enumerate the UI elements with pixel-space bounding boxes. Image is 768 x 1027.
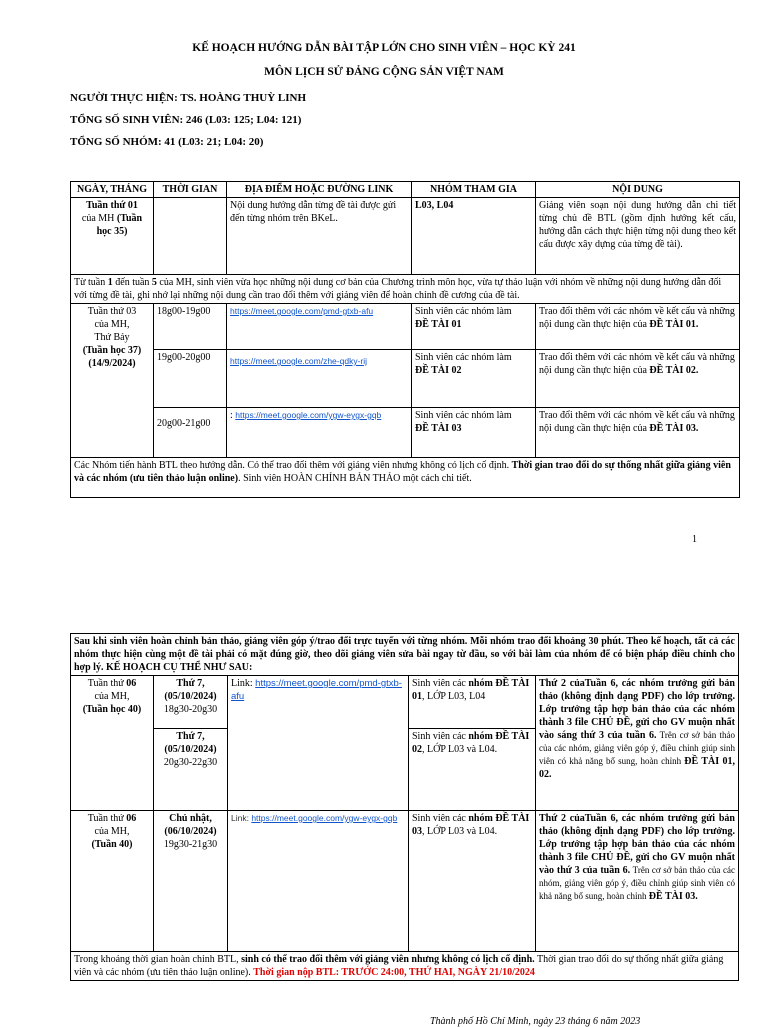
content-cell: Giảng viên soạn nội dung hướng dẫn chi tiết từng chủ đề BTL (gồm định hướng kết cấu, hướng dẫn cách thực hiện từng nội dung theo kết cấu được xây dựng của từng đề tài). — [536, 198, 740, 275]
link-cell: Link: https://meet.google.com/ygw-eygx-gqb — [228, 811, 409, 952]
group-cell: Sinh viên các nhóm làm ĐỀ TÀI 01 — [412, 304, 536, 350]
time-cell: Chủ nhật, (06/10/2024) 19g30-21g30 — [154, 811, 228, 952]
note-cell: Các Nhóm tiến hành BTL theo hướng dẫn. Có thể trao đổi thêm với giảng viên nhưng không có lịch cố định. Thời gian trao đổi do sự thống nhất giữa giảng viên và các nhóm (ưu tiên thảo luận online). Sinh viên HOÀN CHỈNH BẢN THẢO một cách chi tiết. — [71, 458, 740, 498]
group-cell: Sinh viên các nhóm ĐỀ TÀI 02, LỚP L03 và L04. — [409, 729, 536, 811]
document-subtitle: MÔN LỊCH SỬ ĐẢNG CỘNG SẢN VIỆT NAM — [264, 66, 504, 78]
time-cell: 19g00-20g00 — [154, 350, 227, 408]
time-cell: 20g00-21g00 — [154, 408, 227, 458]
note-row — [71, 458, 740, 498]
date-cell: Tuần thứ 06 của MH, (Tuần học 40) — [71, 676, 154, 811]
meet-link[interactable]: https://meet.google.com/zhe-qdky-rij — [230, 356, 368, 366]
outro-row — [71, 952, 739, 981]
content-cell: Trao đổi thêm với các nhóm về kết cấu và những nội dung cần thực hiện của ĐỀ TÀI 03. — [536, 408, 740, 458]
meet-link[interactable]: https://meet.google.com/pmd-gtxb-afu — [231, 678, 402, 702]
schedule-table-1 — [70, 181, 740, 498]
content-cell: Trao đổi thêm với các nhóm về kết cấu và những nội dung cần thực hiện của ĐỀ TÀI 01. — [536, 304, 740, 350]
group-count-line: TỔNG SỐ NHÓM: 41 (L03: 21; L04: 20) — [70, 136, 264, 148]
note-cell: Từ tuần 1 đến tuần 5 của MH, sinh viên vừa học những nội dung cơ bản của Chương trình môn học, vừa tự thảo luận với nhóm về những nội dung hướng dẫn đối với từng đề tài, ghi nhớ lại những nội dung cần trao đổi thêm với giảng viên để hoàn chỉnh đề cương của đề tài. — [71, 275, 740, 304]
table-header-row — [71, 182, 740, 198]
date-cell: Tuần thứ 01 của MH (Tuần học 35) — [71, 198, 154, 275]
footer-date: Thành phố Hồ Chí Minh, ngày 23 tháng 6 năm 2023 — [430, 1016, 641, 1027]
header-time: THỜI GIAN — [154, 182, 227, 198]
table-row — [71, 198, 740, 275]
content-cell: Thứ 2 củaTuần 6, các nhóm trưởng gửi bản thảo (không định dạng PDF) cho lớp trưởng. Lớp trưởng tập hợp bản thảo của các nhóm thành 3 file CHỦ ĐỀ, gửi cho GV muộn nhất vào sáng thứ 3 của tuần 6. Trên cơ sở bản thảo của các nhóm, giảng viên góp ý, điều chỉnh giúp sinh viên có khả năng bổ sung, hoàn chỉnh ĐỀ TÀI 01, 02. — [536, 676, 739, 811]
time-cell — [154, 198, 227, 275]
instructor-line: NGƯỜI THỰC HIỆN: TS. HOÀNG THUỲ LINH — [70, 92, 307, 104]
intro-row — [71, 634, 739, 676]
link-cell: : https://meet.google.com/ygw-eygx-gqb — [227, 408, 412, 458]
date-cell: Tuần thứ 06 của MH, (Tuần 40) — [71, 811, 154, 952]
student-count-line: TỔNG SỐ SINH VIÊN: 246 (L03: 125; L04: 121) — [70, 114, 302, 126]
group-cell: Sinh viên các nhóm làm ĐỀ TÀI 02 — [412, 350, 536, 408]
content-cell: Trao đổi thêm với các nhóm về kết cấu và những nội dung cần thực hiện của ĐỀ TÀI 02. — [536, 350, 740, 408]
header-group: NHÓM THAM GIA — [412, 182, 536, 198]
date-cell: Tuần thứ 03 của MH, Thứ Bảy (Tuần học 37) (14/9/2024) — [71, 304, 154, 458]
time-cell: Thứ 7, (05/10/2024) 18g30-20g30 — [154, 676, 228, 729]
meet-link[interactable]: https://meet.google.com/pmd-gtxb-afu — [230, 306, 374, 316]
table-row — [71, 408, 740, 458]
link-cell — [227, 350, 412, 408]
document-title: KẾ HOẠCH HƯỚNG DẪN BÀI TẬP LỚN CHO SINH VIÊN – HỌC KỲ 241 — [192, 42, 576, 54]
schedule-table-2 — [70, 633, 739, 981]
meet-link[interactable]: https://meet.google.com/ygw-eygx-gqb — [235, 410, 382, 420]
link-cell: Link: https://meet.google.com/pmd-gtxb-afu — [228, 676, 409, 811]
intro-cell: Sau khi sinh viên hoàn chỉnh bản thảo, giảng viên góp ý/trao đổi trực tuyến với từng nhóm. Mỗi nhóm trao đổi khoảng 30 phút. Theo kế hoạch, tất cả các nhóm thực hiện cùng một đề tài phải có mặt đúng giờ, theo dõi giảng viên sửa bài ngay từ đầu, so với bài làm của nhóm để có biện pháp điều chỉnh cho hợp lý. KẾ HOẠCH CỤ THỂ NHƯ SAU: — [71, 634, 739, 676]
link-cell — [227, 304, 412, 350]
location-cell: Nội dung hướng dẫn từng đề tài được gửi đến từng nhóm trên BKeL. — [227, 198, 412, 275]
meet-link[interactable]: https://meet.google.com/ygw-eygx-gqb — [251, 813, 398, 823]
header-date: NGÀY, THÁNG — [71, 182, 154, 198]
outro-cell: Trong khoảng thời gian hoàn chỉnh BTL, sinh có thể trao đổi thêm với giảng viên nhưng không có lịch cố định. Thời gian trao đổi do sự thống nhất giữa giảng viên và các nhóm (ưu tiên thảo luận online). Thời gian nộp BTL: TRƯỚC 24:00, THỨ HAI, NGÀY 21/10/2024 — [71, 952, 739, 981]
table-row — [71, 811, 739, 952]
group-cell: Sinh viên các nhóm ĐỀ TÀI 01, LỚP L03, L04 — [409, 676, 536, 729]
page-number: 1 — [692, 534, 697, 545]
group-cell: Sinh viên các nhóm làm ĐỀ TÀI 03 — [412, 408, 536, 458]
table-row — [71, 304, 740, 350]
table-row — [71, 676, 739, 729]
time-cell: Thứ 7, (05/10/2024) 20g30-22g30 — [154, 729, 228, 811]
header-content: NỘI DUNG — [536, 182, 740, 198]
header-location: ĐỊA ĐIỂM HOẶC ĐƯỜNG LINK — [227, 182, 412, 198]
group-cell: L03, L04 — [412, 198, 536, 275]
content-cell: Thứ 2 củaTuần 6, các nhóm trưởng gửi bản thảo (không định dạng PDF) cho lớp trưởng. Lớp trưởng tập hợp bản thảo của các nhóm thành 3 file CHỦ ĐỀ, gửi cho GV muộn nhất vào thứ 3 của tuần 6. Trên cơ sở bản thảo của các nhóm, giảng viên góp ý, điều chỉnh giúp sinh viên có khả năng bổ sung, hoàn chỉnh ĐỀ TÀI 03. — [536, 811, 739, 952]
time-cell: 18g00-19g00 — [154, 304, 227, 350]
note-row — [71, 275, 740, 304]
table-row — [71, 350, 740, 408]
group-cell: Sinh viên các nhóm ĐỀ TÀI 03, LỚP L03 và L04. — [409, 811, 536, 952]
deadline-text: Thời gian nộp BTL: TRƯỚC 24:00, THỨ HAI, NGÀY 21/10/2024 — [253, 967, 535, 978]
